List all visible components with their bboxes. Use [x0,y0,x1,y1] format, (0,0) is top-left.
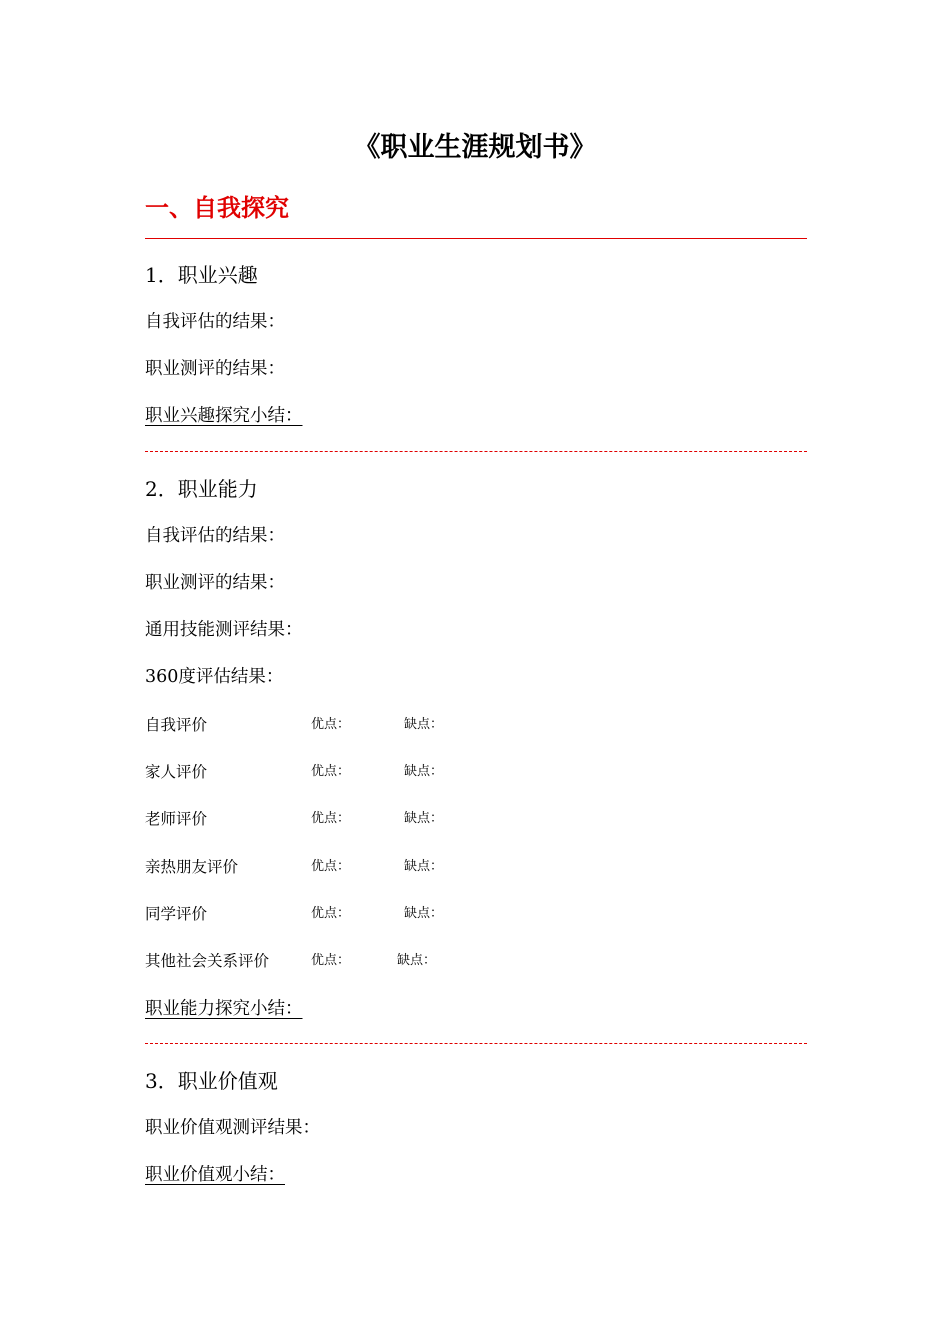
evaluation-row-label: 老师评价 [145,810,208,828]
interest-self-assessment-label: 自我评估的结果： [145,312,285,332]
evaluation-cons-label: 缺点： [404,764,444,779]
evaluation-row-label: 自我评价 [145,716,208,734]
document-title: 《职业生涯规划书》 [353,132,597,163]
evaluation-pros-label: 优点： [311,953,351,968]
values-test-result-label: 职业价值观测评结果： [145,1118,320,1138]
interest-summary-label: 职业兴趣探究小结： [145,406,303,426]
evaluation-row-label: 同学评价 [145,905,208,923]
general-skills-result-label: 通用技能测评结果： [145,620,303,640]
subheading-career-ability: 2．职业能力 [145,477,258,501]
ability-self-assessment-label: 自我评估的结果： [145,526,285,546]
evaluation-pros-label: 优点： [311,717,351,732]
section-divider-solid [145,238,807,239]
subheading-career-values: 3．职业价值观 [145,1069,278,1093]
evaluation-pros-label: 优点： [311,859,351,874]
evaluation-cons-label: 缺点： [404,811,444,826]
section-heading-self-exploration: 一、自我探究 [145,193,289,222]
section-divider-dashed [145,451,807,452]
evaluation-cons-label: 缺点： [397,953,437,968]
evaluation-360-label: 360度评估结果： [145,667,284,687]
subheading-career-interest: 1．职业兴趣 [145,263,258,287]
evaluation-row-label: 亲热朋友评价 [145,858,239,876]
evaluation-cons-label: 缺点： [404,717,444,732]
ability-summary-label: 职业能力探究小结： [145,999,303,1019]
ability-test-result-label: 职业测评的结果： [145,573,285,593]
evaluation-cons-label: 缺点： [404,906,444,921]
interest-test-result-label: 职业测评的结果： [145,359,285,379]
evaluation-pros-label: 优点： [311,811,351,826]
section-divider-dashed [145,1043,807,1044]
values-summary-label: 职业价值观小结： [145,1165,285,1185]
evaluation-row-label: 家人评价 [145,763,208,781]
evaluation-cons-label: 缺点： [404,859,444,874]
evaluation-pros-label: 优点： [311,764,351,779]
evaluation-row-label: 其他社会关系评价 [145,952,270,970]
evaluation-pros-label: 优点： [311,906,351,921]
